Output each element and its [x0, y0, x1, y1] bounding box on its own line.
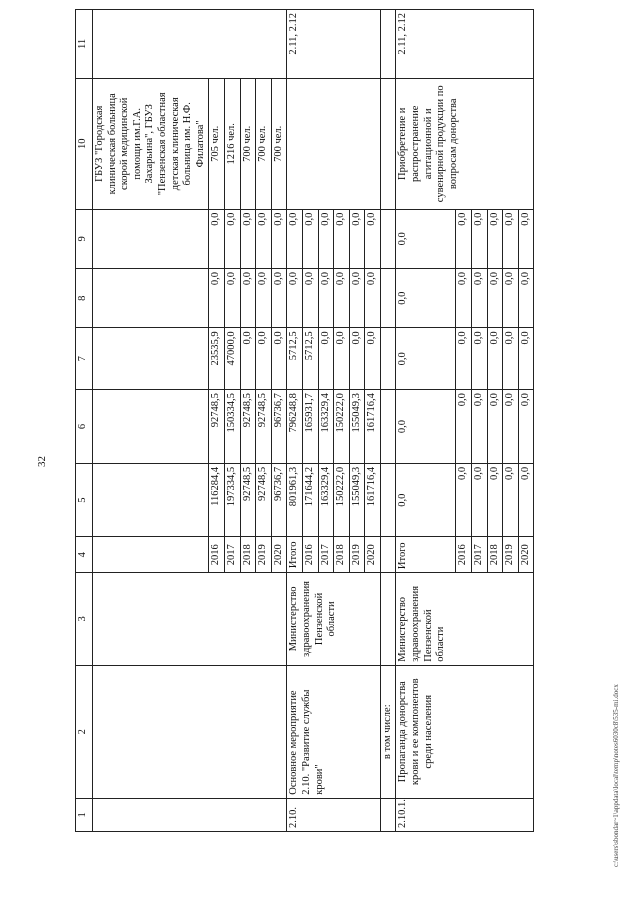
table-row: 2017 0,0 0,0 0,0 0,0 0,0	[472, 10, 488, 832]
col-header: 8	[76, 269, 93, 328]
row-number: 2.10.	[287, 798, 381, 831]
ministry: Министерство здравоохранения Пензенской области	[287, 573, 381, 666]
org-text: ГБУЗ "Городская клиническая больница скорой медицинской помощи им.Г.А. Захарьина", ГБУЗ "Пензенская областная детская клиническая больница им. Н.Ф. Филатова"	[93, 78, 209, 209]
col-header: 4	[76, 537, 93, 573]
table-row: 2.10.1. Пропаганда донорства крови и ее компонентов среди населения Министерство здравоохранения Пензенской области Итого 0,0 0,0 0,0 0,0 0,0 Приобретение и распространение агитационной и сувенирной продукции по вопросам донорства 2.11, 2.12	[396, 10, 456, 832]
col-header: 2	[76, 665, 93, 798]
table-row: 2016 116284,4 92748,5 23535,9 0,0 0,0 705 чел.	[209, 10, 225, 832]
col-header: 10	[76, 78, 93, 209]
col-header: 7	[76, 328, 93, 390]
table-row: 2019 0,0 0,0 0,0 0,0 0,0	[503, 10, 519, 832]
table-row: 2018 92748,5 92748,5 0,0 0,0 0,0 700 чел.	[240, 10, 256, 832]
col-header: 11	[76, 10, 93, 79]
footer-file-path: c:\users\sbondar~1\appdata\local\temp\notes6030c8\535-mi.docx	[612, 684, 620, 867]
measure-name: Пропаганда донорства крови и ее компонентов среди населения	[396, 665, 534, 798]
program-table	[75, 9, 534, 832]
table-row: 2.10. Основное мероприятие 2.10. "Развитие службы крови" Министерство здравоохранения Пензенской области Итого 801961,3 796248,8 5712,5 0,0 0,0 2.11, 2.12	[287, 10, 303, 832]
row-number: 2.10.1.	[396, 798, 534, 831]
col-header: 1	[76, 798, 93, 831]
col-header: 9	[76, 209, 93, 268]
in-number-label: в том числе:	[380, 665, 396, 798]
indicator-ref: 2.11, 2.12	[287, 10, 381, 79]
table-row: 2018 0,0 0,0 0,0 0,0 0,0	[487, 10, 503, 832]
table-row: 2019 92748,5 92748,5 0,0 0,0 0,0 700 чел.	[256, 10, 272, 832]
table-row: 2020 161716,4 161716,4 0,0 0,0 0,0	[365, 10, 381, 832]
table-row: 2017 163329,4 163329,4 0,0 0,0 0,0	[318, 10, 334, 832]
table-row: 2017 197334,5 150334,5 47000,0 0,0 0,0 1216 чел.	[224, 10, 240, 832]
col-header: 5	[76, 463, 93, 537]
table-row: 2016 171644,2 165931,7 5712,5 0,0 0,0	[302, 10, 318, 832]
page-number: 32	[36, 456, 48, 467]
indicator-ref: 2.11, 2.12	[396, 10, 534, 79]
activity-desc: Приобретение и распространение агитационной и сувенирной продукции по вопросам донорства	[396, 78, 534, 209]
col-header: 6	[76, 390, 93, 464]
ministry: Министерство здравоохранения Пензенской области	[396, 573, 534, 666]
table-row: 2016 0,0 0,0 0,0 0,0 0,0	[456, 10, 472, 832]
table-row: 2019 155049,3 155049,3 0,0 0,0 0,0	[349, 10, 365, 832]
column-number-row	[76, 10, 93, 832]
measure-name: Основное мероприятие 2.10. "Развитие службы крови"	[287, 665, 381, 798]
subheading-row	[380, 10, 396, 832]
table-row: 2018 150222,0 150222,0 0,0 0,0 0,0	[334, 10, 350, 832]
col-header: 3	[76, 573, 93, 666]
table-row: 2020 0,0 0,0 0,0 0,0 0,0	[518, 10, 534, 832]
table-row: 2020 96736,7 96736,7 0,0 0,0 0,0 700 чел.	[271, 10, 287, 832]
org-row	[93, 10, 209, 832]
